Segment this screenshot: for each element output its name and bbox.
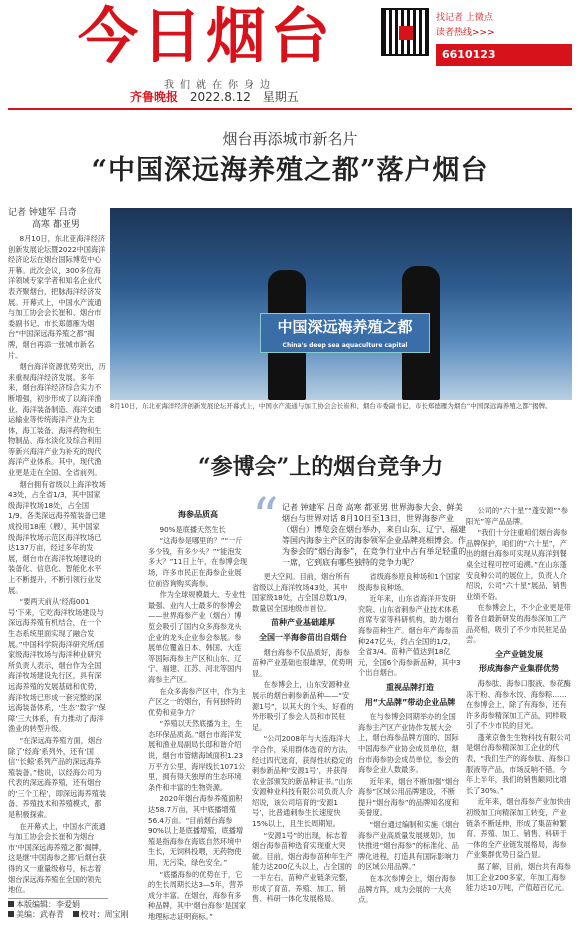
paragraph: 近年来，烟台海参产业加快由初级加工向精深加工转变，产业链条不断延伸，形成了集苗种繁育、养殖、加工、销售、科研于一体的全产业链发展格局，海参产业集群优势日益凸显。 xyxy=(466,797,571,860)
paragraph: “我们十分注重咱们烟台海参品牌保护，咱们的“六十星”，产出的烟台海参可实现从海洋到餐桌全过程可控可追溯。”在山东蓬安良种公司的展位上，负责人介绍说，公司“六十星”展品，销售业绩不俗。 xyxy=(466,528,568,601)
subheading: 苗种产业基础雄厚 xyxy=(271,618,335,628)
footer-proof: 校对：周宝刚 xyxy=(80,910,129,919)
issue-weekday: 星期五 xyxy=(262,90,299,104)
article-column-1 xyxy=(8,234,106,894)
paragraph: 在参博会上，山东安源种业展示的烟台刺参新品种——“安源1号”，以其大的个头、好看的外形吸引了参会人员和市民驻足。 xyxy=(252,680,354,732)
paragraph: 近年来，烟台不断加强“烟台海参”区域公用品牌建设，不断提升“烟台海参”的品牌知名度和美誉度。 xyxy=(358,776,460,818)
paragraph: “底播海参的优势在于，它的生长周期长达3—5年，营养成分丰富。在烟台，海参有多种品牌，其中‘烟台海参’是国家地理标志证明商标。” xyxy=(148,869,247,921)
paragraph: “这海参是哪里的？”“一斤多少钱，有多少头？”“能泡发多大？”11日上午，在参博会现场，许多市民正在海参企业展位前咨询购买海参。 xyxy=(148,536,248,588)
paragraph: 公司的“六十星”“蓬安源”“参阳光”等产品品牌。 xyxy=(466,506,569,526)
hotline-label: 读者热线>>> xyxy=(436,28,495,38)
story2-column-c xyxy=(358,572,462,905)
paragraph: “烟台通过编制和实施《烟台海参产业高质量发展规划》，加快推进“烟台海参”的标准化、品牌化进程，打造具有国际影响力的区域公用品牌。” xyxy=(358,820,460,872)
paragraph: 烟台海洋资源优势突出，历来重视海洋经济发展。多年来，烟台海洋经济综合实力不断增强，初步形成了以海洋渔业、海洋装备制造、海洋交通运输业等传统海洋产业为主体，海工装备、海洋药物和生物制品、海水淡化及综合利用等新兴海洋产业为补充的现代海洋产业体系。其中，现代渔业更是走在全国、全省前列。 xyxy=(8,362,106,478)
masthead-title: 今日烟台 xyxy=(78,2,334,72)
paragraph: 据了解，目前，烟台共有海参加工企业200多家，年加工海参能力达10万吨，产值超百亿元。 xyxy=(466,862,571,893)
paragraph: 在本次参博会上，烟台海参品牌方阵，成为会展的一大亮点。 xyxy=(358,874,456,905)
paragraph: 在开幕式上，中国水产流通与加工协会会长崔和为烟台市‘中国深远海养殖之都’揭牌，这是继‘中国海参之都’后烟台获得的又一重量级称号，标志着烟台深远海养殖在全国的领先地位。 xyxy=(8,821,107,895)
paragraph: 海参肽、海参口服液、参花酶冻干粉、海参水饺、海参粽……在参博会上，除了有海参，还有许多海参精深加工产品，同样吸引了不少市民的目光。 xyxy=(466,678,571,731)
subheading: 重视品牌打造 xyxy=(386,682,434,692)
paragraph: 90%是底播天然生长 xyxy=(159,524,226,534)
square-icon xyxy=(8,901,14,907)
story2-lead-quote xyxy=(252,488,468,567)
footer-editor: 本版编辑：李爱娟 xyxy=(16,900,80,909)
paragraph: 烟台海参不仅品质好，海参苗种产业基础也很雄厚，优势明显。 xyxy=(252,647,353,678)
paragraph: “安源1号”的出现，标志着烟台海参苗种选育实现重大突破。目前，烟台海参苗种年生产能力达200亿头以上，占全国的一半左右，苗种产业链条完整，形成了育苗、养殖、加工、销售、科研一体化发展格局。 xyxy=(252,830,353,904)
article-byline xyxy=(8,207,80,231)
footer-designer: 美编：武春青 xyxy=(16,910,64,919)
hotline-number: 6610123 xyxy=(436,44,572,66)
qr-code-icon[interactable] xyxy=(381,8,429,56)
story2-column-b xyxy=(252,572,354,904)
hotline-top: 找记者 上微点 xyxy=(436,13,493,23)
photo-caption: 8月10日，东北亚海洋经济创新发展论坛开幕式上，中国水产流通与加工协会会长崔和、烟台市委副书记、市长郑德雁为烟台“中国深远海养殖之都”揭牌。 xyxy=(110,402,552,410)
square-icon xyxy=(73,911,79,917)
subheading: 形成海参产业集群优势 xyxy=(479,664,559,674)
paragraph: 省级海参原良种场和1个国家级海参良种场。 xyxy=(358,572,461,592)
hotline-box xyxy=(436,10,572,70)
masthead-divider xyxy=(8,108,572,110)
paragraph: “公司2008年与大连海洋大学合作，采用群体选育的方法，经过四代选育，获得性状稳定的刺参新品种‘安源1号’，并获得农业部颁发的新品种证书。”山东安源种业科技有限公司负责人介绍说，该公司培育的‘安源1号’，比普通刺参生长速度快15%以上，且生长周期短。 xyxy=(252,734,353,829)
paragraph: “养殖以天然底播为主，生态环保品质高。”烟台市海洋发展和渔业局副局长邸和谐介绍说，烟台市管辖海域面积1.23万平方公里，海岸线长1071公里，拥有得天独厚的生态环境条件和丰富的生物资源。 xyxy=(148,719,246,792)
story2-column-a xyxy=(148,506,248,921)
paragraph: 在众多海参产区中，作为主产区之一的烟台，有何独特的优势和竞争力？ xyxy=(148,686,246,717)
paragraph: 在参博会上，不少企业更是带着各自最新研发的海参深加工产品亮相，吸引了不少市民驻足品尝。 xyxy=(466,603,571,645)
quote-mark-icon: “ xyxy=(252,488,279,548)
paragraph: “要两天前从‘经海001号’下来，它吃海洋牧场建设与深远海养殖有机结合，在一个生态系统里面实现了融合发展。”中国科学院海洋研究所/国家级海洋牧场与海洋种业研究所负责人表示，烟台作为全国海洋牧场建设先行区，具有深远海养殖的发展基础和优势，海洋牧场已形成一套完整的深远海装备体系，‘生态’‘数字’‘保障’三大体系，有力推动了海洋渔业的转型升级。 xyxy=(8,597,106,734)
paragraph: 蓬莱京鲁生生物科技有限公司是烟台海参精深加工企业的代表，“我们生产的海参肽、海参口服液等产品，市场反响不错。今年上半年，我们的销售额同比增长了30%。” xyxy=(466,732,571,795)
paper-name: 齐鲁晚报 xyxy=(130,90,179,104)
paragraph: 在与参博会同期举办的全国海参主产区产业协作发展大会上，烟台海参品牌方面的，国际中国海参产业协会成员单位，烟台市海参协会成员单位，参会的海参企业人数最多。 xyxy=(358,712,459,775)
issue-date: 2022.8.12 xyxy=(189,90,251,104)
masthead xyxy=(0,0,580,108)
dateline xyxy=(130,88,307,105)
photo-board xyxy=(260,313,430,353)
story2-column-d xyxy=(466,506,572,896)
article-headline: “中国深远海养殖之都”落户烟台 xyxy=(91,155,489,186)
board-text: 中国深远海养殖之都 xyxy=(277,318,413,336)
paragraph: 2020年烟台海参养殖面积达58.7万亩，其中底播增殖56.4万亩。“目前烟台海参90%以上是底播增殖，底播增殖是指海参在海底自然环境中生长，无饲料投喂，无药物使用，无污染，绿色安全。” xyxy=(148,794,244,867)
paragraph: 作为全球规模最大、专业性最强、业内人士最多的参博会——世界海参产业（烟台）博览会吸引了国内众多海参龙头企业的龙头企业参会参展。参展单位覆盖日本、韩国、大连等国际海参主产区和山东、辽宁、福建、江苏、河北等国内海参主产区。 xyxy=(148,590,246,684)
paragraph: 8月10日，东北亚海洋经济创新发展论坛暨2022中国海洋经济论坛在烟台国际博览中心开幕。此次会议，300多位海洋领域专家学者和知名企业代表齐聚烟台，把脉海洋经济发展。开幕式上，中国水产流通与加工协会会长崔和、烟台市委副书记、市长郑德雁为烟台“中国深远海养殖之都”揭牌，烟台再添一张城市新名片。 xyxy=(8,234,106,360)
paragraph: 近年来，山东省海洋开发研究院、山东省刺参产业技术体系首席专家等科研机构，助力烟台海参苗种生产。烟台年产海参苗种247亿头，约占全国的1/2，全省3/4。苗种产值达到18亿元，全国6个海参新品种，其中3个出自烟台。 xyxy=(358,594,461,678)
footer-rule xyxy=(8,898,108,899)
story2-headline: “参博会”上的烟台竞争力 xyxy=(198,454,444,480)
subheading: 全产业链发展 xyxy=(495,649,543,659)
article-kicker: 烟台再添城市新名片 xyxy=(222,130,358,148)
paragraph: 烟台拥有省级以上海洋牧场43处，占全省1/3，其中国家级海洋牧场18处，占全国1/9。各类深远海养殖装备已建成投用18座（艘），其中国家级海洋牧场示范区海洋牧场已达137万亩，经过多年的发展，烟台市在海洋牧场建设的装备化、信息化、智能化水平上不断提升，不断引领行业发展。 xyxy=(8,479,106,595)
subheading: 全国一半海参苗出自烟台 xyxy=(259,632,347,642)
square-icon xyxy=(8,911,14,917)
board-text-en: China's deep sea aquaculture capital xyxy=(282,342,408,349)
slogan: 我们就在你身边 xyxy=(164,80,276,91)
byline-line-1: 记者 钟建军 吕奇 xyxy=(8,208,77,218)
quote-text: 记者 钟建军 吕奇 高寒 都亚男 世界海参大会、鲜美烟台与世界对话 8月10日至13日，世界海参产业（烟台）博览会在烟台举办，来自山东、辽宁、福建等国内海参主产区的海参领军企业品牌亮相博会。作为参会的“烟台海参”，在竞争行业中占有举足轻重的一席，它到底有哪些独特的竞争力呢？ xyxy=(282,503,467,567)
ceremony-photo xyxy=(110,208,572,400)
paragraph: 更大空间。目前，烟台所有省级以上海洋牧场43处，其中国家级18处，占全国总数1/9，数量居全国地级市首位。 xyxy=(252,572,352,613)
subheading: 海参品质高 xyxy=(178,510,218,519)
subheading: 用“大品牌”带动企业品牌 xyxy=(364,697,456,707)
byline-line-2: 高寒 都亚男 xyxy=(32,220,80,230)
page-footer xyxy=(8,900,129,920)
paragraph: “在深远海养殖方面，烟台除了‘经海’系列外，还有‘国信’‘长鲸’系列产品的深远海养殖装备。”他说，以经海公司为代表的深远海养殖，还有烟台的‘三个工程’，即深远海养殖装备、养殖技术和养殖模式，都是积极探索。 xyxy=(8,735,107,820)
